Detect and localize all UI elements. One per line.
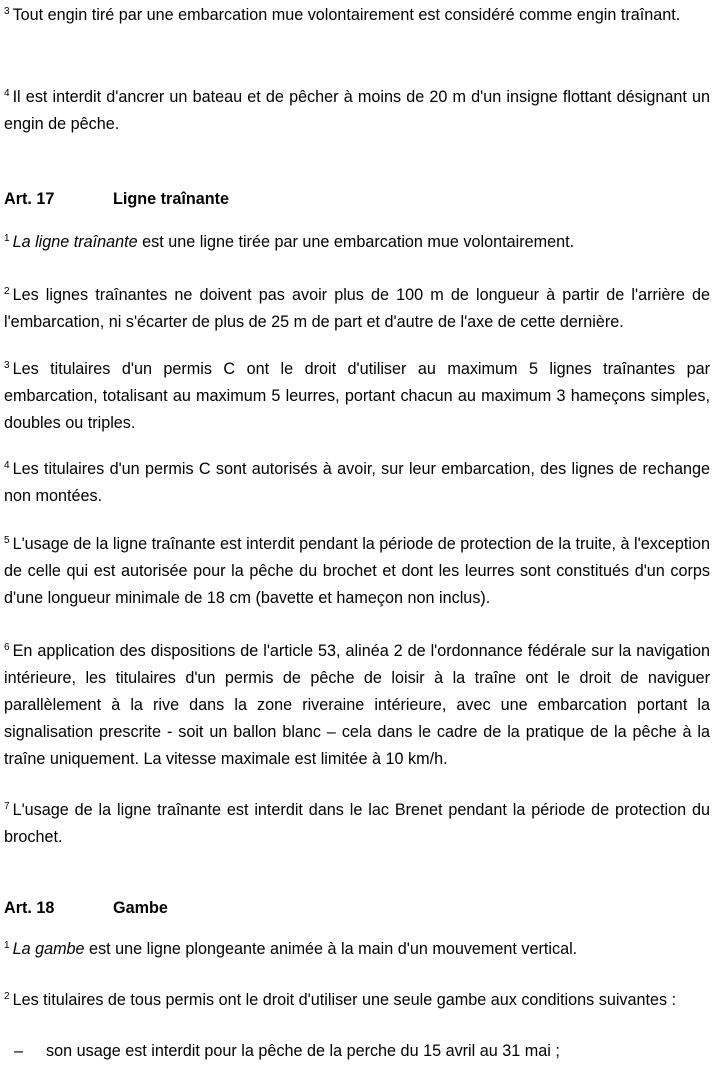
list-bullet: –: [14, 1042, 24, 1060]
paragraph-art17-3: [4, 356, 710, 437]
paragraph-text: est une ligne tirée par une embarcation mue volontairement.: [137, 233, 575, 251]
paragraph-number: 3: [4, 6, 10, 17]
article-number: Art. 17: [4, 190, 55, 208]
paragraph-text: Les lignes traînantes ne doivent pas avoir plus de 100 m de longueur à partir de l'arrière de l'embarcation, ni s'écarter de plus de 25 m de part et d'autre de l'axe de cette dernière.: [4, 286, 710, 331]
paragraph-text: Les titulaires de tous permis ont le droit d'utiliser une seule gambe aux conditions suivantes :: [12, 991, 677, 1009]
paragraph-text: Il est interdit d'ancrer un bateau et de pêcher à moins de 20 m d'un insigne flottant désignant un engin de pêche.: [4, 88, 710, 133]
paragraph-art17-7: [4, 797, 710, 851]
paragraph-art17-6: [4, 638, 710, 773]
paragraph-number: 1: [4, 940, 10, 951]
paragraph-number: 5: [4, 535, 10, 546]
paragraph-art16-3: [4, 2, 710, 29]
paragraph-number: 7: [4, 801, 10, 812]
paragraph-text: est une ligne plongeante animée à la main d'un mouvement vertical.: [84, 940, 578, 958]
defined-term: La ligne traînante: [12, 233, 138, 251]
paragraph-text: En application des dispositions de l'article 53, alinéa 2 de l'ordonnance fédérale sur la navigation intérieure, les titulaires d'un permis de pêche de loisir à la traîne ont le droit de naviguer parallèlement à la rive dans la zone riveraine intérieure, avec une embarcation portant la signalisation prescrite - soit un ballon blanc – cela dans le cadre de la pratique de la pêche à la traîne uniquement. La vitesse maximale est limitée à 10 km/h.: [4, 642, 710, 768]
paragraph-art18-1: [4, 936, 710, 963]
paragraph-number: 4: [4, 88, 10, 99]
paragraph-art17-4: [4, 456, 710, 510]
paragraph-art18-2: [4, 988, 710, 1012]
paragraph-art17-2: [4, 282, 710, 336]
article-17-heading: [4, 187, 710, 211]
article-title: Gambe: [113, 899, 168, 917]
paragraph-number: 6: [4, 642, 10, 653]
conditions-list: [4, 1039, 710, 1063]
list-item-text: son usage est interdit pour la pêche de la perche du 15 avril au 31 mai ;: [46, 1042, 560, 1060]
paragraph-art17-1: [4, 229, 710, 256]
paragraph-number: 2: [4, 991, 10, 1002]
paragraph-text: Les titulaires d'un permis C ont le droit d'utiliser au maximum 5 lignes traînantes par embarcation, totalisant au maximum 5 leurres, portant chacun au maximum 3 hameçons simples, doubles ou triples.: [4, 360, 710, 432]
article-number: Art. 18: [4, 899, 55, 917]
paragraph-text: L'usage de la ligne traînante est interdit pendant la période de protection de la truite, à l'exception de celle qui est autorisée pour la pêche du brochet et dont les leurres sont constitués d'un corps d'une longueur minimale de 18 cm (bavette et hameçon non inclus).: [4, 535, 710, 607]
paragraph-art17-5: [4, 531, 710, 612]
paragraph-number: 2: [4, 286, 10, 297]
list-item: [4, 1039, 710, 1063]
paragraph-number: 3: [4, 360, 10, 371]
paragraph-text: Tout engin tiré par une embarcation mue volontairement est considéré comme engin traînant.: [12, 6, 681, 24]
paragraph-art16-4: [4, 84, 710, 138]
paragraph-text: Les titulaires d'un permis C sont autorisés à avoir, sur leur embarcation, des lignes de rechange non montées.: [4, 460, 710, 505]
article-18-heading: [4, 896, 710, 920]
article-title: Ligne traînante: [113, 190, 230, 208]
paragraph-number: 4: [4, 460, 10, 471]
defined-term: La gambe: [12, 940, 85, 958]
paragraph-text: L'usage de la ligne traînante est interdit dans le lac Brenet pendant la période de protection du brochet.: [4, 801, 710, 846]
paragraph-number: 1: [4, 233, 10, 244]
